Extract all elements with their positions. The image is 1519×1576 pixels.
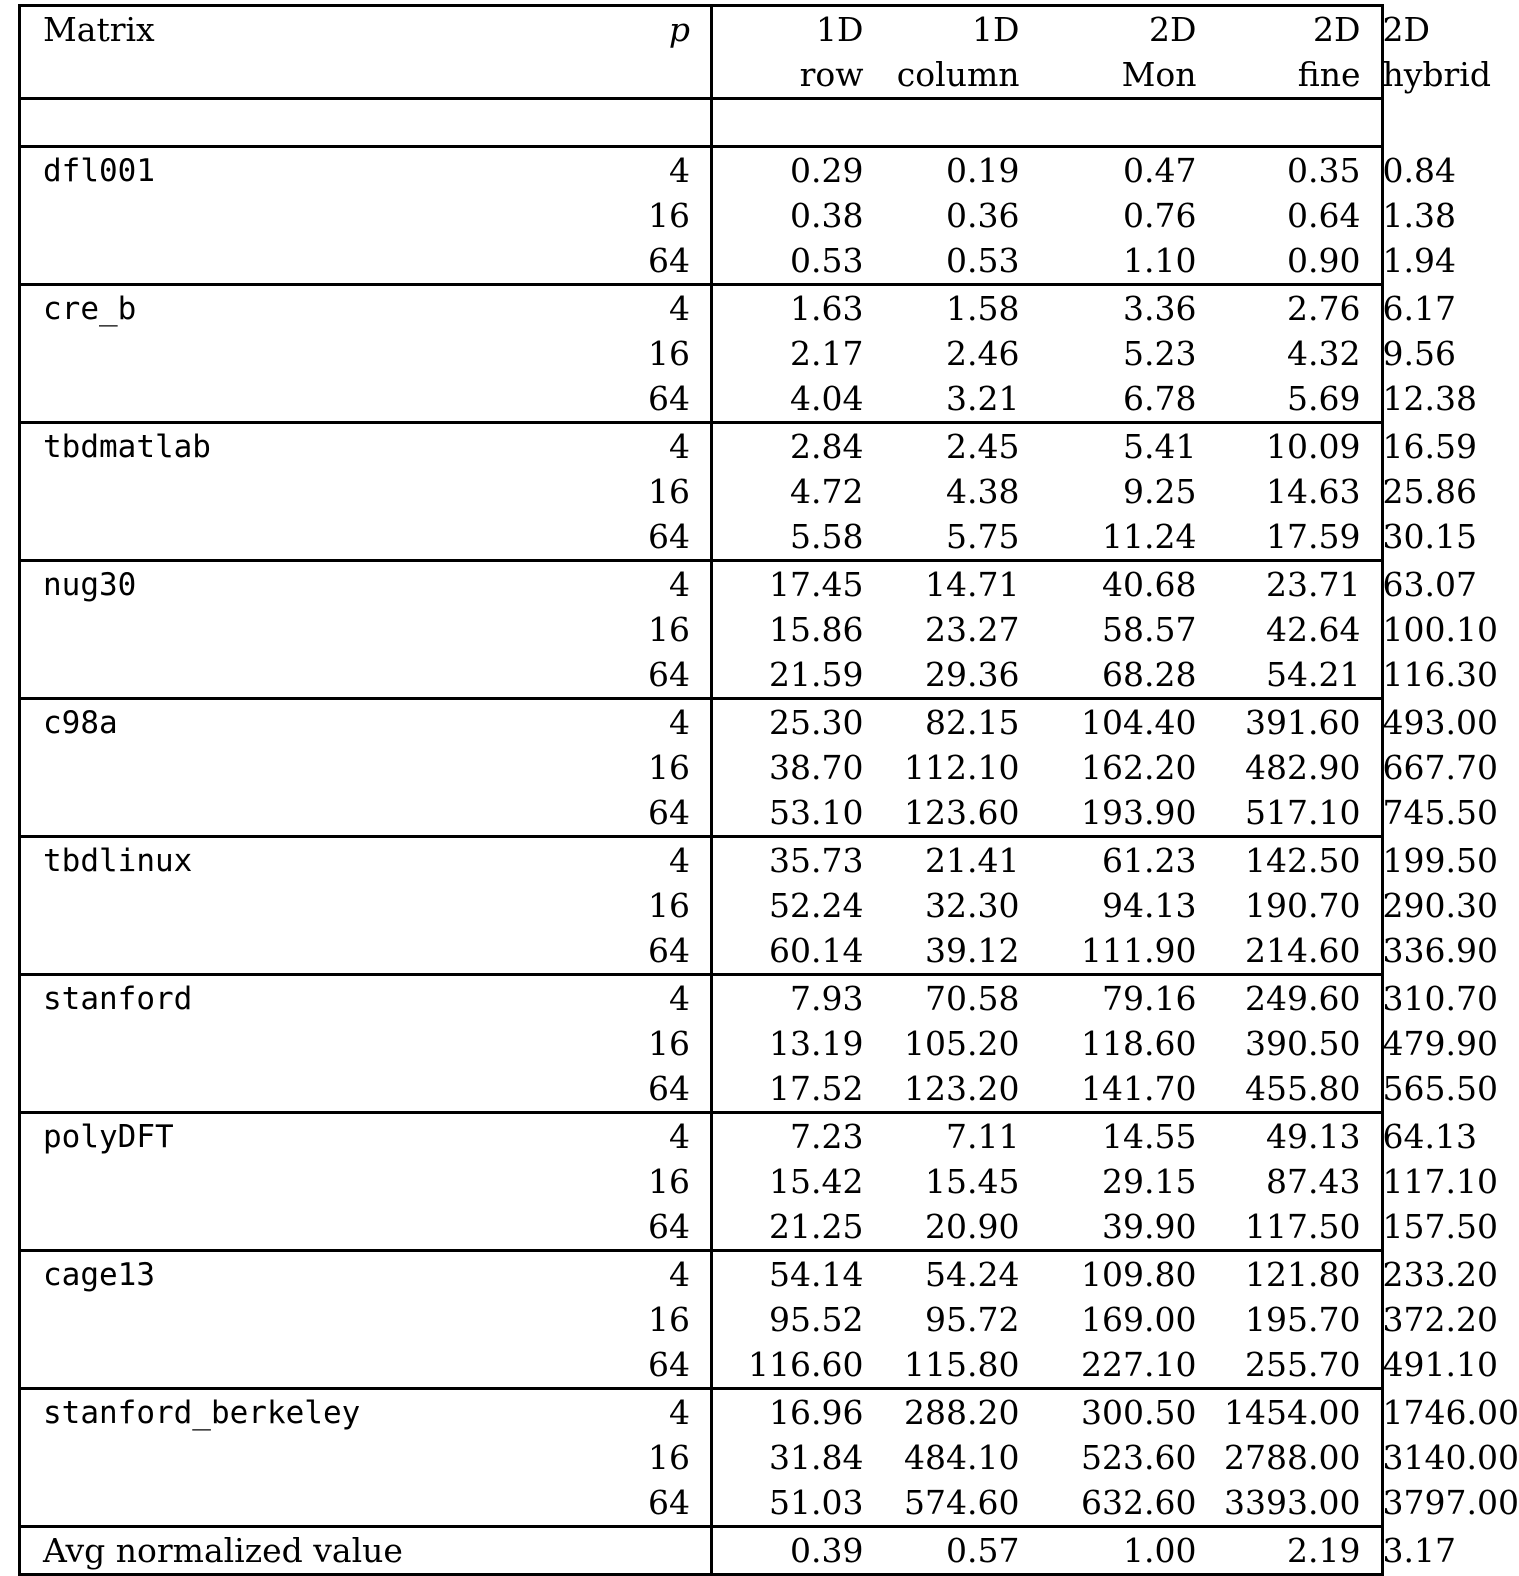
col-2d-mon-line1: 2D [1042, 6, 1219, 53]
table-body [20, 147, 1519, 1527]
table-row: 64 0.53 0.53 1.10 0.90 1.94 [20, 238, 1383, 285]
cell-value: 116.60 [748, 1344, 864, 1384]
table-row: 64 116.60 115.80 227.10 255.70 491.10 [20, 1342, 1383, 1389]
table-row: cre_b 4 1.63 1.58 3.36 2.76 6.17 [20, 285, 1383, 332]
cell-value: 3.21 [946, 378, 1020, 418]
cell-value: 109.80 [1042, 1251, 1219, 1298]
p-value: 16 [538, 1297, 712, 1342]
cell-value: 1.58 [886, 285, 1042, 332]
header-row-2: row column Mon fine hybrid [20, 52, 1383, 99]
cell-value: 17.52 [769, 1068, 864, 1108]
cell-value: 390.50 [1245, 1023, 1361, 1063]
cell-value: 14.55 [1042, 1113, 1219, 1160]
cell-value: 105.20 [904, 1023, 1020, 1063]
footer-value: 1.00 [1042, 1527, 1219, 1575]
p-value: 16 [538, 1021, 712, 1066]
cell-value: 61.23 [1042, 837, 1219, 884]
cell-value: 16.96 [712, 1389, 886, 1436]
cell-value: 4.72 [790, 471, 864, 511]
table-row: 16 0.38 0.36 0.76 0.64 1.38 [20, 193, 1383, 238]
table-row: nug30 4 17.45 14.71 40.68 23.71 63.07 [20, 561, 1383, 608]
matrix-name: c98a [20, 699, 538, 746]
cell-value: 121.80 [1219, 1251, 1383, 1298]
table-row: stanford_berkeley 4 16.96 288.20 300.50 1454.00 1746.00 [20, 1389, 1383, 1436]
cell-value: 115.80 [904, 1344, 1020, 1384]
cell-value: 53.10 [769, 792, 864, 832]
cell-value: 300.50 [1042, 1389, 1219, 1436]
cell-value: 10.09 [1219, 423, 1383, 470]
cell-value: 391.60 [1219, 699, 1383, 746]
cell-value: 142.50 [1219, 837, 1383, 884]
cell-value: 39.90 [1102, 1206, 1197, 1246]
table-row: polyDFT 4 7.23 7.11 14.55 49.13 64.13 [20, 1113, 1383, 1160]
p-value: 16 [538, 331, 712, 376]
p-value: 16 [538, 1159, 712, 1204]
cell-value: 94.13 [1102, 885, 1197, 925]
cell-value: 574.60 [904, 1482, 1020, 1522]
cell-value: 21.25 [769, 1206, 864, 1246]
cell-value: 517.10 [1245, 792, 1361, 832]
cell-value: 31.84 [769, 1437, 864, 1477]
cell-value: 0.36 [946, 195, 1020, 235]
cell-value: 0.53 [790, 240, 864, 280]
table-row: 64 60.14 39.12 111.90 214.60 336.90 [20, 928, 1383, 975]
table-row: 64 5.58 5.75 11.24 17.59 30.15 [20, 514, 1383, 561]
cell-value: 111.90 [1081, 930, 1197, 970]
p-value: 64 [538, 238, 712, 285]
cell-value: 40.68 [1042, 561, 1219, 608]
p-value: 4 [538, 147, 712, 194]
cell-value: 2.46 [946, 333, 1020, 373]
p-value: 4 [538, 561, 712, 608]
p-value: 4 [538, 837, 712, 884]
cell-value: 39.12 [925, 930, 1020, 970]
cell-value: 17.59 [1266, 516, 1361, 556]
cell-value: 38.70 [769, 747, 864, 787]
cell-value: 49.13 [1219, 1113, 1383, 1160]
cell-value: 95.52 [769, 1299, 864, 1339]
cell-value: 0.90 [1287, 240, 1361, 280]
p-value: 64 [538, 1342, 712, 1389]
header-row-1: Matrix p 1D 1D 2D 2D 2D [20, 6, 1383, 53]
matrix-name: stanford_berkeley [20, 1389, 538, 1436]
p-value: 16 [538, 193, 712, 238]
cell-value: 17.45 [712, 561, 886, 608]
matrix-name: tbdmatlab [20, 423, 538, 470]
cell-value: 32.30 [925, 885, 1020, 925]
p-value: 4 [538, 1251, 712, 1298]
table-header [20, 6, 1491, 147]
p-value: 4 [538, 1389, 712, 1436]
cell-value: 1.10 [1123, 240, 1197, 280]
matrix-name: cage13 [20, 1251, 538, 1298]
cell-value: 4.32 [1287, 333, 1361, 373]
table-row: 64 4.04 3.21 6.78 5.69 12.38 [20, 376, 1383, 423]
p-value: 16 [538, 607, 712, 652]
cell-value: 5.58 [790, 516, 864, 556]
cell-value: 141.70 [1081, 1068, 1197, 1108]
p-value: 16 [538, 745, 712, 790]
cell-value: 123.60 [904, 792, 1020, 832]
matrix-name: dfl001 [20, 147, 538, 194]
cell-value: 455.80 [1245, 1068, 1361, 1108]
cell-value: 118.60 [1081, 1023, 1197, 1063]
cell-value: 95.72 [925, 1299, 1020, 1339]
table-row: cage13 4 54.14 54.24 109.80 121.80 233.20 [20, 1251, 1383, 1298]
cell-value: 227.10 [1081, 1344, 1197, 1384]
cell-value: 5.69 [1287, 378, 1361, 418]
cell-value: 193.90 [1081, 792, 1197, 832]
cell-value: 15.42 [769, 1161, 864, 1201]
p-value: 4 [538, 1113, 712, 1160]
cell-value: 4.38 [946, 471, 1020, 511]
cell-value: 21.59 [769, 654, 864, 694]
cell-value: 4.04 [790, 378, 864, 418]
cell-value: 0.38 [790, 195, 864, 235]
cell-value: 14.71 [886, 561, 1042, 608]
table-footer [20, 1527, 1456, 1575]
cell-value: 482.90 [1245, 747, 1361, 787]
cell-value: 54.24 [886, 1251, 1042, 1298]
matrix-name: tbdlinux [20, 837, 538, 884]
cell-value: 0.64 [1287, 195, 1361, 235]
p-value: 64 [538, 1066, 712, 1113]
cell-value: 0.19 [946, 150, 1020, 190]
cell-value: 2.17 [790, 333, 864, 373]
cell-value: 25.30 [712, 699, 886, 746]
cell-value: 2.45 [886, 423, 1042, 470]
matrix-name: stanford [20, 975, 538, 1022]
matrix-name: polyDFT [20, 1113, 538, 1160]
cell-value: 20.90 [925, 1206, 1020, 1246]
table-row: stanford 4 7.93 70.58 79.16 249.60 310.70 [20, 975, 1383, 1022]
table-row: 64 17.52 123.20 141.70 455.80 565.50 [20, 1066, 1383, 1113]
cell-value: 3393.00 [1224, 1482, 1361, 1522]
cell-value: 15.86 [769, 609, 864, 649]
p-value: 64 [538, 928, 712, 975]
table-row: 16 2.17 2.46 5.23 4.32 9.56 [20, 331, 1383, 376]
table-row: 64 51.03 574.60 632.60 3393.00 3797.00 [20, 1480, 1383, 1527]
cell-value: 87.43 [1266, 1161, 1361, 1201]
cell-value: 14.63 [1266, 471, 1361, 511]
cell-value: 23.27 [925, 609, 1020, 649]
cell-value: 6.78 [1123, 378, 1197, 418]
cell-value: 15.45 [925, 1161, 1020, 1201]
cell-value: 123.20 [904, 1068, 1020, 1108]
cell-value: 104.40 [1042, 699, 1219, 746]
footer-value: 2.19 [1219, 1527, 1383, 1575]
p-value: 4 [538, 423, 712, 470]
p-value: 64 [538, 1204, 712, 1251]
p-value: 4 [538, 285, 712, 332]
cell-value: 68.28 [1102, 654, 1197, 694]
footer-value: 0.57 [886, 1527, 1042, 1575]
table-row: 64 53.10 123.60 193.90 517.10 745.50 [20, 790, 1383, 837]
cell-value: 7.93 [712, 975, 886, 1022]
footer-value: 0.39 [712, 1527, 886, 1575]
cell-value: 23.71 [1219, 561, 1383, 608]
p-value: 16 [538, 469, 712, 514]
col-2d-mon-line2: Mon [1042, 52, 1219, 99]
cell-value: 11.24 [1102, 516, 1197, 556]
col-2d-fine-line2: fine [1219, 52, 1383, 99]
col-2d-fine-line1: 2D [1219, 6, 1383, 53]
cell-value: 54.21 [1266, 654, 1361, 694]
cell-value: 632.60 [1081, 1482, 1197, 1522]
cell-value: 5.23 [1123, 333, 1197, 373]
cell-value: 51.03 [769, 1482, 864, 1522]
cell-value: 29.15 [1102, 1161, 1197, 1201]
matrix-name: cre_b [20, 285, 538, 332]
cell-value: 523.60 [1081, 1437, 1197, 1477]
table-row: dfl001 4 0.29 0.19 0.47 0.35 0.84 [20, 147, 1383, 194]
p-value: 16 [538, 883, 712, 928]
table-row: 16 95.52 95.72 169.00 195.70 372.20 [20, 1297, 1383, 1342]
cell-value: 21.41 [886, 837, 1042, 884]
cell-value: 0.53 [946, 240, 1020, 280]
matrix-name: nug30 [20, 561, 538, 608]
cell-value: 190.70 [1245, 885, 1361, 925]
cell-value: 54.14 [712, 1251, 886, 1298]
cell-value: 13.19 [769, 1023, 864, 1063]
table-row: 16 13.19 105.20 118.60 390.50 479.90 [20, 1021, 1383, 1066]
col-1d-row-line1: 1D [712, 6, 886, 53]
cell-value: 112.10 [904, 747, 1020, 787]
cell-value: 60.14 [769, 930, 864, 970]
cell-value: 70.58 [886, 975, 1042, 1022]
table-row: 16 15.86 23.27 58.57 42.64 100.10 [20, 607, 1383, 652]
cell-value: 214.60 [1245, 930, 1361, 970]
table-row: c98a 4 25.30 82.15 104.40 391.60 493.00 [20, 699, 1383, 746]
cell-value: 2.84 [712, 423, 886, 470]
cell-value: 484.10 [904, 1437, 1020, 1477]
p-value: 64 [538, 652, 712, 699]
cell-value: 42.64 [1266, 609, 1361, 649]
cell-value: 5.41 [1042, 423, 1219, 470]
cell-value: 0.35 [1287, 150, 1361, 190]
p-value: 64 [538, 1480, 712, 1527]
cell-value: 195.70 [1245, 1299, 1361, 1339]
table-row: 64 21.59 29.36 68.28 54.21 116.30 [20, 652, 1383, 699]
table-row: 16 52.24 32.30 94.13 190.70 290.30 [20, 883, 1383, 928]
p-header: p [538, 6, 712, 53]
cell-value: 29.36 [925, 654, 1020, 694]
cell-value: 9.25 [1123, 471, 1197, 511]
footer-row: Avg normalized value 0.39 0.57 1.00 2.19 3.17 [20, 1527, 1383, 1575]
cell-value: 35.73 [712, 837, 886, 884]
table-row: 16 4.72 4.38 9.25 14.63 25.86 [20, 469, 1383, 514]
col-1d-row-line2: row [712, 52, 886, 99]
table-row: 64 21.25 20.90 39.90 117.50 157.50 [20, 1204, 1383, 1251]
cell-value: 2.76 [1219, 285, 1383, 332]
p-value: 4 [538, 699, 712, 746]
table-row: 16 38.70 112.10 162.20 482.90 667.70 [20, 745, 1383, 790]
p-value: 4 [538, 975, 712, 1022]
cell-value: 0.47 [1123, 150, 1197, 190]
cell-value: 169.00 [1081, 1299, 1197, 1339]
cell-value: 1.63 [712, 285, 886, 332]
cell-value: 82.15 [886, 699, 1042, 746]
table-row: tbdmatlab 4 2.84 2.45 5.41 10.09 16.59 [20, 423, 1383, 470]
cell-value: 0.76 [1123, 195, 1197, 235]
cell-value: 288.20 [886, 1389, 1042, 1436]
results-table [18, 4, 1519, 1576]
cell-value: 162.20 [1081, 747, 1197, 787]
p-value: 64 [538, 376, 712, 423]
p-value: 64 [538, 790, 712, 837]
cell-value: 5.75 [946, 516, 1020, 556]
cell-value: 255.70 [1245, 1344, 1361, 1384]
cell-value: 2788.00 [1224, 1437, 1361, 1477]
matrix-header: Matrix [20, 6, 538, 53]
p-value: 16 [538, 1435, 712, 1480]
cell-value: 52.24 [769, 885, 864, 925]
table-row: 16 31.84 484.10 523.60 2788.00 3140.00 [20, 1435, 1383, 1480]
cell-value: 7.23 [712, 1113, 886, 1160]
table-row: 16 15.42 15.45 29.15 87.43 117.10 [20, 1159, 1383, 1204]
header-double-rule [20, 99, 1383, 147]
footer-label: Avg normalized value [20, 1527, 712, 1575]
cell-value: 58.57 [1102, 609, 1197, 649]
cell-value: 3.36 [1042, 285, 1219, 332]
cell-value: 117.50 [1245, 1206, 1361, 1246]
col-1d-column-line1: 1D [886, 6, 1042, 53]
cell-value: 79.16 [1042, 975, 1219, 1022]
table-row: tbdlinux 4 35.73 21.41 61.23 142.50 199.50 [20, 837, 1383, 884]
cell-value: 7.11 [886, 1113, 1042, 1160]
cell-value: 1454.00 [1219, 1389, 1383, 1436]
cell-value: 0.29 [790, 150, 864, 190]
col-1d-column-line2: column [886, 52, 1042, 99]
cell-value: 249.60 [1219, 975, 1383, 1022]
p-value: 64 [538, 514, 712, 561]
